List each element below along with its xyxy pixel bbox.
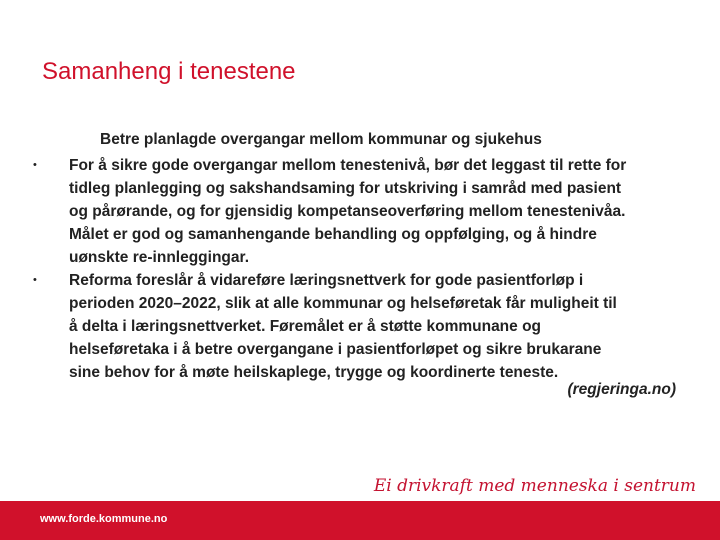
bullet-text-line: For å sikre gode overgangar mellom tenestenivå, bør det leggast til rette for xyxy=(69,157,627,174)
bullet-text-line: Målet er god og samanhengande behandling og oppfølging, og å hindre xyxy=(69,226,597,243)
bullet-item xyxy=(0,154,681,269)
subheading: Betre planlagde overgangar mellom kommunar og sjukehus xyxy=(100,131,542,148)
bullet-text-line: uønskte re-innleggingar. xyxy=(69,249,249,266)
bullet-list xyxy=(0,154,720,384)
bullet-marker: • xyxy=(33,274,37,286)
bullet-text-line: helseføretaka i å betre overgangane i pasientforløpet og sikre brukarane xyxy=(69,341,602,358)
source-citation: (regjeringa.no) xyxy=(567,381,676,398)
bullet-marker: • xyxy=(33,159,37,171)
slide-title: Samanheng i tenestene xyxy=(42,58,296,85)
footer-bar xyxy=(0,501,720,540)
slogan: Ei drivkraft med menneska i sentrum xyxy=(373,476,696,496)
bullet-text-line: tidleg planlegging og sakshandsaming for utskriving i samråd med pasient xyxy=(69,180,622,197)
footer-url[interactable]: www.forde.kommune.no xyxy=(40,513,168,525)
bullet-text-line: sine behov for å møte heilskaplege, trygge og koordinerte teneste. xyxy=(69,364,559,381)
bullet-text-line: å delta i læringsnettverket. Føremålet er å støtte kommunane og xyxy=(69,318,542,335)
bullet-text-line: og pårørande, og for gjensidig kompetanseoverføring mellom tenestenivåa. xyxy=(69,203,626,220)
bullet-text-line: Reforma foreslår å vidareføre læringsnettverk for gode pasientforløp i xyxy=(69,272,584,289)
bullet-text-line: perioden 2020–2022, slik at alle kommunar og helseføretak får muligheit til xyxy=(69,295,617,312)
bullet-item xyxy=(0,269,681,384)
